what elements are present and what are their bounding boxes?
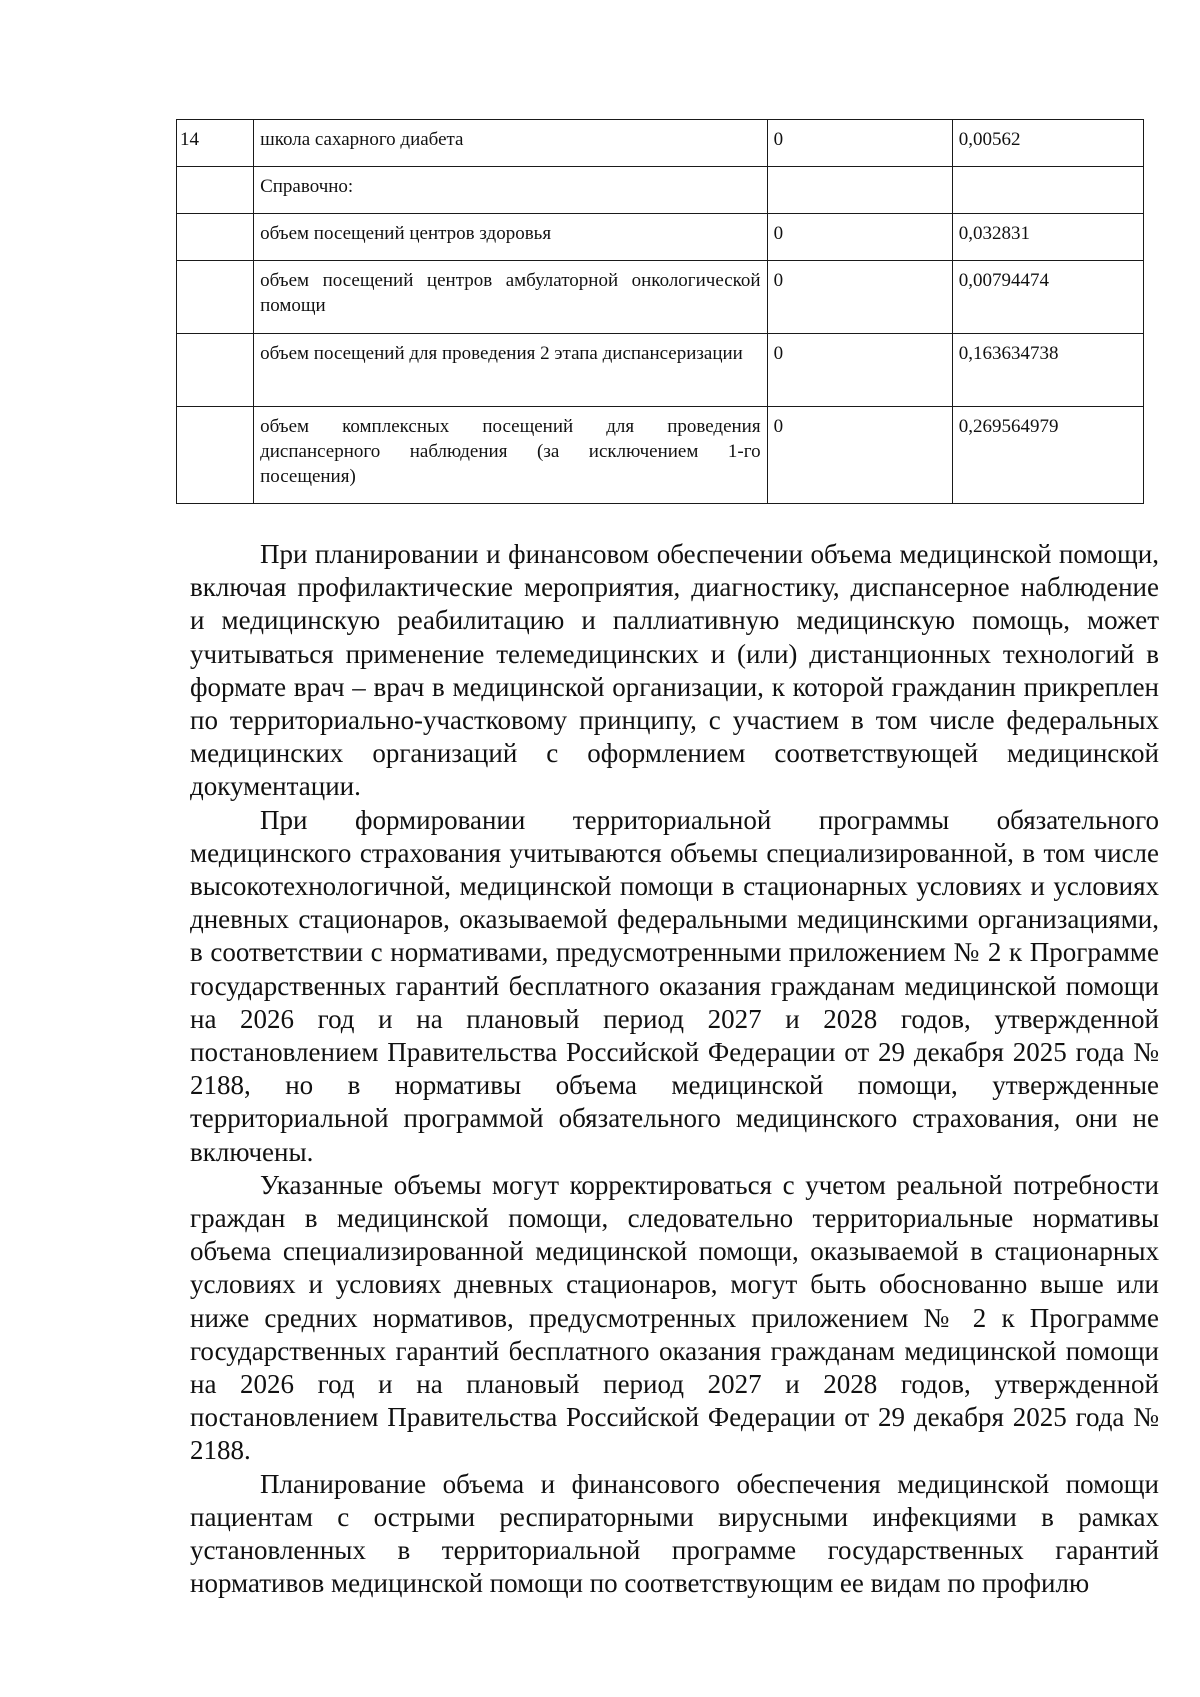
row-value-1: 0 [767, 407, 952, 504]
row-label: объем посещений центров здоровья [254, 214, 768, 261]
table-row [177, 407, 1144, 504]
row-number [177, 407, 254, 504]
row-label: объем посещений центров амбулаторной онкологической помощи [254, 261, 768, 334]
table-row [177, 120, 1144, 167]
row-value-1 [767, 167, 952, 214]
row-value-2: 0,163634738 [952, 334, 1143, 407]
table-row [177, 214, 1144, 261]
row-number [177, 261, 254, 334]
row-value-2 [952, 167, 1143, 214]
table-row [177, 334, 1144, 407]
row-number [177, 334, 254, 407]
row-value-2: 0,269564979 [952, 407, 1143, 504]
row-value-1: 0 [767, 214, 952, 261]
row-value-1: 0 [767, 120, 952, 167]
row-value-2: 0,00794474 [952, 261, 1143, 334]
row-number [177, 167, 254, 214]
table-row [177, 261, 1144, 334]
paragraph-federal-volumes: При формировании территориальной программы обязательного медицинского страхования учитываются объемы специализированной, в том числе высокотехнологичной, медицинской помощи в стационарных условиях и условиях дневных стационаров, оказываемой федеральными медицинскими организациями, в соответствии с нормативами, предусмотренными приложением № 2 к Программе государственных гарантий бесплатного оказания гражданам медицинской помощи на 2026 год и на плановый период 2027 и 2028 годов, утвержденной постановлением Правительства Российской Федерации от 29 декабря 2025 года № 2188, но в нормативы объема медицинской помощи, утвержденные территориальной программой обязательного медицинского страхования, они не включены. [190, 804, 1159, 1167]
paragraph-volume-correction: Указанные объемы могут корректироваться с учетом реальной потребности граждан в медицинской помощи, следовательно территориальные нормативы объема специализированной медицинской помощи, оказываемой в стационарных условиях и условиях дневных стационаров, могут быть обоснованно выше или ниже средних нормативов, предусмотренных приложением № 2 к Программе государственных гарантий бесплатного оказания гражданам медицинской помощи на 2026 год и на плановый период 2027 и 2028 годов, утвержденной постановлением Правительства Российской Федерации от 29 декабря 2025 года № 2188. [190, 1169, 1159, 1466]
paragraph-telemedicine: При планировании и финансовом обеспечении объема медицинской помощи, включая профилактические мероприятия, диагностику, диспансерное наблюдение и медицинскую реабилитацию и паллиативную медицинскую помощь, может учитываться применение телемедицинских и (или) дистанционных технологий в формате врач – врач в медицинской организации, к которой гражданин прикреплен по территориально-участковому принципу, с участием в том числе федеральных медицинских организаций с оформлением соответствующей медицинской документации. [190, 539, 1159, 802]
row-number: 14 [177, 120, 254, 167]
row-value-1: 0 [767, 334, 952, 407]
row-label: Справочно: [254, 167, 768, 214]
row-value-2: 0,032831 [952, 214, 1143, 261]
row-number [177, 214, 254, 261]
volume-table [176, 119, 1144, 504]
row-label: объем комплексных посещений для проведения диспансерного наблюдения (за исключением 1-го посещения) [254, 407, 768, 504]
row-value-1: 0 [767, 261, 952, 334]
paragraph-respiratory-planning: Планирование объема и финансового обеспечения медицинской помощи пациентам с острыми респираторными вирусными инфекциями в рамках установленных в территориальной программе государственных гарантий нормативов медицинской помощи по соответствующим ее видам по профилю [190, 1468, 1159, 1599]
row-label: школа сахарного диабета [254, 120, 768, 167]
body-text [190, 538, 1159, 1601]
row-label: объем посещений для проведения 2 этапа диспансеризации [254, 334, 768, 407]
table-row [177, 167, 1144, 214]
row-value-2: 0,00562 [952, 120, 1143, 167]
